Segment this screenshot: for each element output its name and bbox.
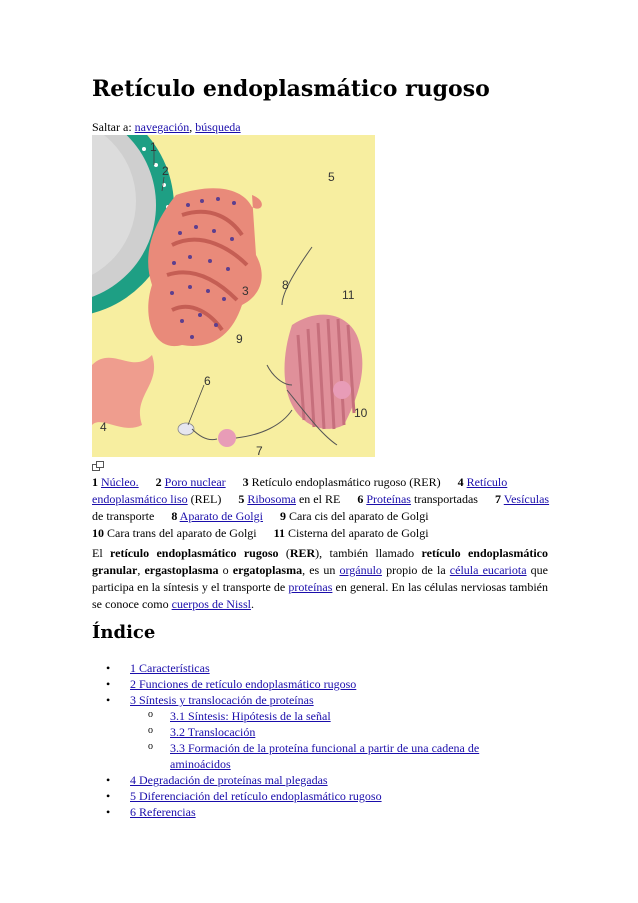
- toc-item: [92, 676, 552, 692]
- toc-item: [92, 692, 552, 708]
- diagram-label-7: 7: [256, 444, 263, 457]
- toc-link-caracteristicas[interactable]: 1 Características: [130, 661, 210, 675]
- jump-search-link[interactable]: búsqueda: [195, 120, 241, 134]
- diagram-label-8: 8: [282, 278, 289, 292]
- intro-bold: ergastoplasma: [144, 563, 219, 577]
- caption-num-11: 11: [273, 526, 285, 540]
- intro-text: que participa en la síntesis y el transporte de: [92, 563, 549, 594]
- link-reticulo-liso[interactable]: Retículo endoplasmático liso: [92, 475, 508, 506]
- diagram-label-9: 9: [236, 332, 243, 346]
- intro-text: propio de la: [381, 563, 450, 577]
- link-nucleo[interactable]: Núcleo.: [101, 475, 139, 489]
- toc-item: [92, 660, 552, 676]
- intro-text: (: [278, 546, 290, 560]
- toc-link-formacion[interactable]: 3.3 Formación de la proteína funcional a partir de una cadena de aminoácidos: [170, 741, 480, 771]
- diagram-label-6: 6: [204, 374, 211, 388]
- enlarge-icon[interactable]: [92, 461, 104, 471]
- caption-text-4b: (REL): [190, 492, 222, 506]
- caption-text-7b: de transporte: [92, 509, 155, 523]
- toc-item: [92, 788, 552, 804]
- caption-num-2: 2: [155, 475, 162, 489]
- toc-link-sintesis[interactable]: 3 Síntesis y translocación de proteínas: [130, 693, 314, 707]
- link-organulo[interactable]: orgánulo: [339, 563, 382, 577]
- intro-text: , es un: [302, 563, 340, 577]
- caption-text-11: Cisterna del aparato de Golgi: [287, 526, 429, 540]
- caption-num-8: 8: [171, 509, 178, 523]
- intro-text: El: [92, 546, 111, 560]
- intro-text: ,: [137, 563, 145, 577]
- caption-text-9: Cara cis del aparato de Golgi: [288, 509, 429, 523]
- link-poro-nuclear[interactable]: Poro nuclear: [164, 475, 226, 489]
- toc-item: [92, 804, 552, 820]
- caption-num-5: 5: [238, 492, 245, 506]
- intro-paragraph: [92, 545, 548, 613]
- diagram-label-4: 4: [100, 420, 107, 434]
- link-ribosoma[interactable]: Ribosoma: [247, 492, 296, 506]
- link-proteinas-caption[interactable]: Proteínas: [366, 492, 411, 506]
- caption-text-10: Cara trans del aparato de Golgi: [107, 526, 257, 540]
- caption-num-7: 7: [494, 492, 501, 506]
- jump-navigation-link[interactable]: navegación: [134, 120, 190, 134]
- toc-link-diferenciacion[interactable]: 5 Diferenciación del retículo endoplasmático rugoso: [130, 789, 382, 803]
- jump-links: [92, 120, 241, 135]
- toc-link-hipotesis[interactable]: 3.1 Síntesis: Hipótesis de la señal: [170, 709, 331, 723]
- table-of-contents: [92, 660, 552, 820]
- caption-num-3: 3: [242, 475, 249, 489]
- diagram-label-3: 3: [242, 284, 249, 298]
- figure-caption: [92, 474, 552, 542]
- diagram-label-10: 10: [354, 406, 368, 420]
- caption-num-9: 9: [279, 509, 286, 523]
- toc-heading: Índice: [92, 622, 156, 643]
- golgi-vesicle: [333, 381, 351, 399]
- jump-prefix: Saltar a:: [92, 120, 132, 134]
- toc-subitem: [92, 708, 510, 724]
- intro-text: o: [218, 563, 233, 577]
- caption-num-6: 6: [357, 492, 364, 506]
- toc-link-translocacion[interactable]: 3.2 Translocación: [170, 725, 256, 739]
- protein-cluster: [178, 423, 194, 435]
- diagram-label-1: 1: [150, 140, 157, 154]
- intro-text: ), también llamado: [315, 546, 422, 560]
- intro-bold: ergatoplasma: [232, 563, 303, 577]
- diagram-label-5: 5: [328, 170, 335, 184]
- intro-text: .: [250, 597, 254, 611]
- intro-bold: retículo endoplasmático granular: [92, 546, 548, 577]
- diagram-label-2: 2: [162, 164, 169, 178]
- link-cuerpos-nissl[interactable]: cuerpos de Nissl: [171, 597, 251, 611]
- toc-subitem: [92, 740, 510, 772]
- link-proteinas[interactable]: proteínas: [288, 580, 333, 594]
- caption-num-10: 10: [92, 526, 104, 540]
- caption-num-4: 4: [457, 475, 464, 489]
- link-celula-eucariota[interactable]: célula eucariota: [449, 563, 527, 577]
- jump-separator: ,: [189, 120, 193, 134]
- caption-text-3: Retículo endoplasmático rugoso (RER): [251, 475, 441, 489]
- intro-bold: RER: [289, 546, 316, 560]
- caption-text-5b: en el RE: [298, 492, 341, 506]
- toc-link-referencias[interactable]: 6 Referencias: [130, 805, 196, 819]
- toc-item: [92, 772, 552, 788]
- diagram-label-11: 11: [342, 288, 355, 302]
- rer-diagram[interactable]: [92, 135, 375, 457]
- toc-subitem: [92, 724, 510, 740]
- toc-link-funciones[interactable]: 2 Funciones de retículo endoplasmático rugoso: [130, 677, 357, 691]
- toc-link-degradacion[interactable]: 4 Degradación de proteínas mal plegadas: [130, 773, 328, 787]
- intro-bold: retículo endoplasmático rugoso: [110, 546, 279, 560]
- transport-vesicle: [218, 429, 236, 447]
- caption-num-1: 1: [92, 475, 98, 489]
- intro-text: en general. En las células nerviosas también se conoce como: [92, 580, 548, 611]
- caption-text-6b: transportadas: [413, 492, 478, 506]
- link-aparato-golgi[interactable]: Aparato de Golgi: [179, 509, 263, 523]
- page-title: Retículo endoplasmático rugoso: [92, 76, 490, 102]
- link-vesiculas[interactable]: Vesículas: [503, 492, 550, 506]
